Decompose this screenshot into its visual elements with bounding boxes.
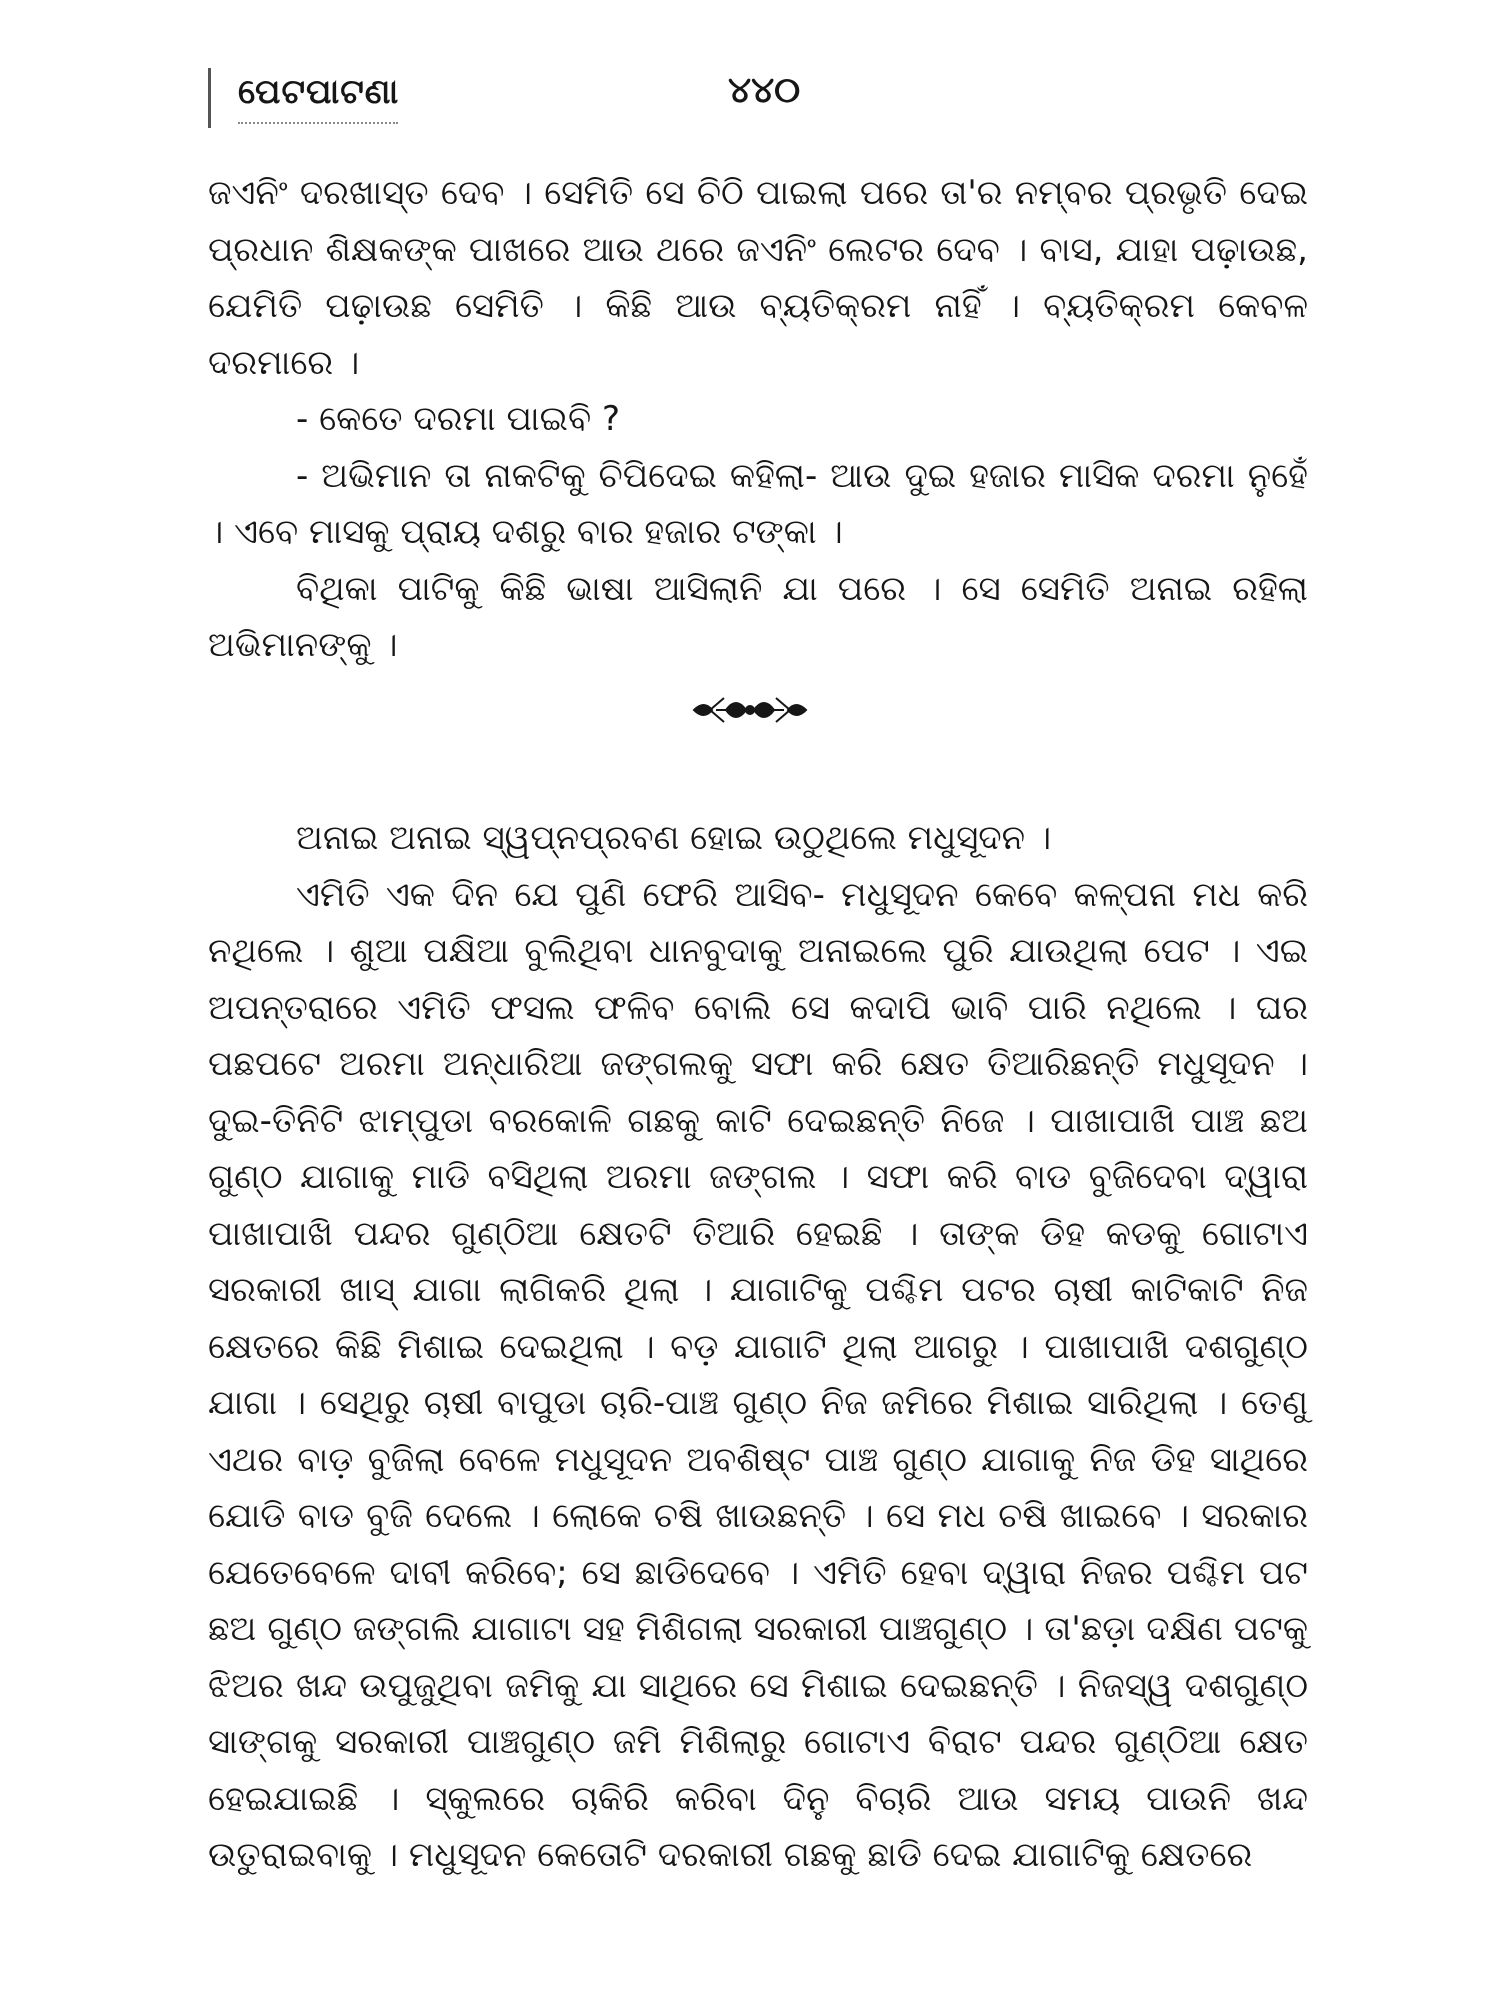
paragraph: ଜଏନିଂ ଦରଖାସ୍ତ ଦେବ । ସେମିତି ସେ ଚିଠି ପାଇଲା ପରେ ତା'ର ନମ୍ବର ପ୍ରଭୃତି ଦେଇ ପ୍ରଧାନ ଶିକ୍ଷକଙ୍କ ପାଖରେ ଆଉ ଥରେ ଜଏନିଂ ଲେଟର ଦେବ । ବାସ, ଯାହା ପଢ଼ାଉଛ, ଯେମିତି ପଢ଼ାଉଛ ସେମିତି । କିଛି ଆଉ ବ୍ୟତିକ୍ରମ ନାହିଁ । ବ୍ୟତିକ୍ରମ କେବଳ ଦରମାରେ । [208, 173, 1308, 383]
header-rule [238, 122, 398, 124]
header-margin-mark [208, 68, 225, 128]
page-number: ୪୪୦ [728, 70, 801, 111]
floral-divider-icon [690, 690, 810, 730]
dialogue-line: - କେତେ ଦରମା ପାଇବି ? [296, 399, 620, 439]
paragraph: ବିଥିକା ପାଟିକୁ କିଛି ଭାଷା ଆସିଲାନି ଯା ପରେ । ସେ ସେମିତି ଅନାଇ ରହିଲା ଅଭିମାନଙ୍କୁ । [208, 568, 1308, 665]
page-header [208, 60, 1308, 130]
section-2-text [208, 810, 1308, 1884]
paragraph: ଅନାଇ ଅନାଇ ସ୍ୱପ୍ନପ୍ରବଣ ହୋଇ ଉଠୁଥିଲେ ମଧୁସୂଦନ । [296, 818, 1052, 858]
paragraph: ଏମିତି ଏକ ଦିନ ଯେ ପୁଣି ଫେରି ଆସିବ- ମଧୁସୂଦନ କେବେ କଳ୍ପନା ମଧ କରି ନଥିଲେ । ଶୁଆ ପକ୍ଷିଆ ବୁଲିଥିବା ଧାନବୁଦାକୁ ଅନାଇଲେ ପୁରି ଯାଉଥିଲା ପେଟ । ଏଇ ଅପନ୍ତରାରେ ଏମିତି ଫସଲ ଫଳିବ ବୋଲି ସେ କଦାପି ଭାବି ପାରି ନଥିଲେ । ଘର ପଛପଟେ ଅରମା ଅନ୍ଧାରିଆ ଜଙ୍ଗଲକୁ ସଫା କରି କ୍ଷେତ ତିଆରିଛନ୍ତି ମଧୁସୂଦନ । ଦୁଇ-ତିନିଟି ଝାମ୍ପୁଡା ବରକୋଳି ଗଛକୁ କାଟି ଦେଇଛନ୍ତି ନିଜେ । ପାଖାପାଖି ପାଞ୍ଚ ଛଅ ଗୁଣ୍ଠ ଯାଗାକୁ ମାଡି ବସିଥିଲା ଅରମା ଜଙ୍ଗଲ । ସଫା କରି ବାଡ ବୁଜିଦେବା ଦ୍ୱାରା ପାଖାପାଖି ପନ୍ଦର ଗୁଣ୍ଠିଆ କ୍ଷେତଟି ତିଆରି ହେଇଛି । ତାଙ୍କ ଡିହ କଡକୁ ଗୋଟାଏ ସରକାରୀ ଖାସ୍ ଯାଗା ଲାଗିକରି ଥିଲା । ଯାଗାଟିକୁ ପଶ୍ଚିମ ପଟର ଚାଷୀ କାଟିକାଟି ନିଜ କ୍ଷେତରେ କିଛି ମିଶାଇ ଦେଇଥିଲା । ବଡ଼ ଯାଗାଟି ଥିଲା ଆଗରୁ । ପାଖାପାଖି ଦଶଗୁଣ୍ଠ ଯାଗା । ସେଥିରୁ ଚାଷୀ ବାପୁଡା ଚାରି-ପାଞ୍ଚ ଗୁଣ୍ଠ ନିଜ ଜମିରେ ମିଶାଇ ସାରିଥିଲା । ତେଣୁ ଏଥର ବାଡ଼ ବୁଜିଲା ବେଳେ ମଧୁସୂଦନ ଅବଶିଷ୍ଟ ପାଞ୍ଚ ଗୁଣ୍ଠ ଯାଗାକୁ ନିଜ ଡିହ ସାଥିରେ ଯୋଡି ବାଡ ବୁଜି ଦେଲେ । ଲୋକେ ଚଷି ଖାଉଛନ୍ତି । ସେ ମଧ ଚଷି ଖାଇବେ । ସରକାର ଯେତେବେଳେ ଦାବୀ କରିବେ; ସେ ଛାଡିଦେବେ । ଏମିତି ହେବା ଦ୍ୱାରା ନିଜର ପଶ୍ଚିମ ପଟ ଛଅ ଗୁଣ୍ଠ ଜଙ୍ଗଲି ଯାଗାଟା ସହ ମିଶିଗଲା ସରକାରୀ ପାଞ୍ଚଗୁଣ୍ଠ । ତା'ଛଡ଼ା ଦକ୍ଷିଣ ପଟକୁ ଝିଅର ଖନ୍ଦ ଉପୁଜୁଥିବା ଜମିକୁ ଯା ସାଥିରେ ସେ ମିଶାଇ ଦେଇଛନ୍ତି । ନିଜସ୍ୱ ଦଶଗୁଣ୍ଠ ସାଙ୍ଗକୁ ସରକାରୀ ପାଞ୍ଚଗୁଣ୍ଠ ଜମି ମିଶିଲାରୁ ଗୋଟାଏ ବିରାଟ ପନ୍ଦର ଗୁଣ୍ଠିଆ କ୍ଷେତ ହେଇଯାଇଛି । ସ୍କୁଲରେ ଚାକିରି କରିବା ଦିନୁ ବିଚାରି ଆଉ ସମୟ ପାଉନି ଖନ୍ଦ ଉତୁରାଇବାକୁ । ମଧୁସୂଦନ କେତୋଟି ଦରକାରୀ ଗଛକୁ ଛାଡି ଦେଇ ଯାଗାଟିକୁ କ୍ଷେତରେ [208, 874, 1308, 1875]
section-1-text [208, 165, 1308, 674]
running-head: ପେଟପାଟଣା [238, 72, 400, 112]
dialogue-line: - ଅଭିମାନ ତା ନାକଟିକୁ ଚିପିଦେଇ କହିଲା- ଆଉ ଦୁଇ ହଜାର ମାସିକ ଦରମା ନୁହେଁ । ଏବେ ମାସକୁ ପ୍ରାୟ ଦଶରୁ ବାର ହଜାର ଟଙ୍କା । [208, 455, 1308, 552]
